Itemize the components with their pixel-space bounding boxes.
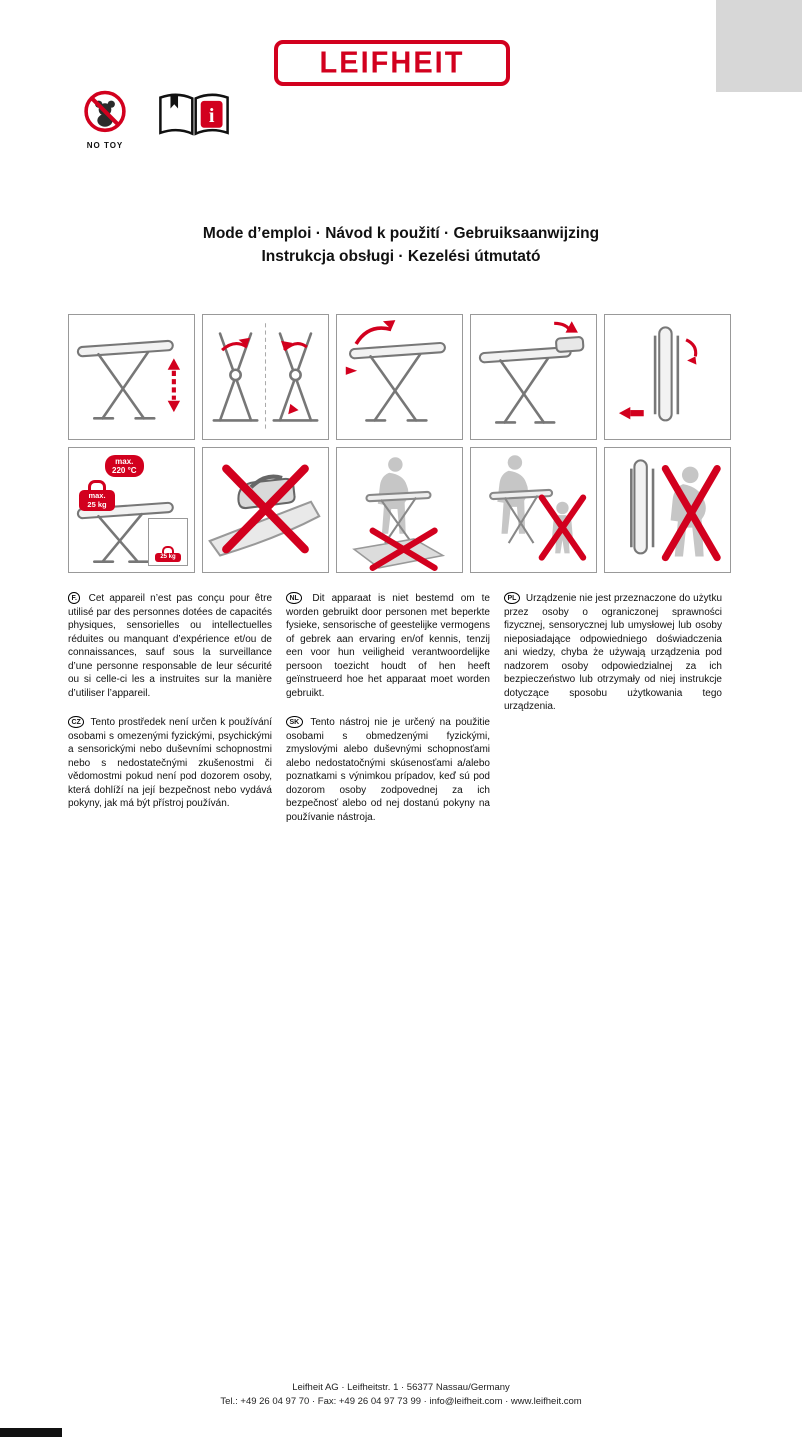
- leifheit-logo: [274, 40, 510, 86]
- page-title: [0, 222, 802, 269]
- lang-code-pl: PL: [504, 592, 520, 604]
- max-temp-value: 220 °C: [112, 466, 137, 476]
- max-weight-label: max.: [88, 491, 106, 500]
- footer-address: Leifheit AG · Leifheitstr. 1 · 56377 Nassau/Germany: [292, 1382, 510, 1393]
- title-line-2: Instrukcja obsługi · Kezelési útmutató: [261, 248, 541, 266]
- panel-iron-rest: [470, 314, 597, 440]
- paragraph-pl: [504, 592, 722, 714]
- panel-no-soft-floor: [336, 447, 463, 573]
- title-line-1: Mode d’emploi · Návod k použití · Gebruiksaanwijzing: [202, 225, 600, 242]
- set-up-illustration: [337, 315, 462, 439]
- no-toy-label: NO TOY: [86, 141, 124, 151]
- column-3: [504, 592, 722, 840]
- panel-max-load: [68, 447, 195, 573]
- paragraph-pl-text: Urządzenie nie jest przeznaczone do użytku przez osoby o ograniczonej sprawności fizycznej, sensorycznej lub umysłowej lub osoby nieposiadające odpowiedniego doświadczenia ani wiedzy, chyba że używają urządzenia pod nadzorem osoby odpowiedzialnej za ich bezpieczeństwo lub otrzymały od niej instrukcje dotyczące sposobu użytkowania tego urządzenia.: [504, 593, 723, 712]
- no-toy-icon: [78, 88, 132, 150]
- max-temp-label: max.: [115, 457, 134, 466]
- paragraph-sk: [286, 716, 490, 824]
- no-toy-symbol: [78, 88, 132, 138]
- panel-no-hot-iron: [202, 447, 329, 573]
- weight-inset-box: [148, 518, 188, 566]
- keep-children-away-illustration: [471, 448, 596, 572]
- paragraph-fr: [68, 592, 272, 700]
- no-soft-floor-illustration: [337, 448, 462, 572]
- iron-rest-illustration: [471, 315, 596, 439]
- paragraph-fr-text: Cet appareil n’est pas conçu pour être utilisé par des personnes dotées de capacités physiques, sensorielles ou intellectuelles réduites ou manquant d’expérience et/ou de connaissances, sauf sous la surveillance d’une personne responsable de leur sécurité ou si celle-ci les a instruites sur la manière d’utiliser l’appareil.: [68, 593, 273, 699]
- paragraph-cz: [68, 716, 272, 811]
- read-manual-icon: [152, 90, 236, 138]
- footer: [0, 1381, 802, 1410]
- panel-set-up-board: [336, 314, 463, 440]
- inset-weight-value: 25 kg: [155, 553, 181, 562]
- paragraph-nl: [286, 592, 490, 700]
- paragraph-cz-text: Tento prostředek není určen k používání osobami s omezenými fyzickými, psychickými a sensorickými nebo duševními schopnostmi nebo s nedostatečnými zkušenostmi či vědomostmi pokud není pod dozorem osoby, která dohlíží na její bezpečnost nebo vydává pokyny, jak má být přístroj používán.: [68, 717, 272, 809]
- instruction-panels: [68, 314, 731, 573]
- paragraph-sk-text: Tento nástroj nie je určený na použitie osobami s obmedzenými fyzickými, zmyslovými alebo duševnými schopnosťami alebo nedostatočnými skúsenosťami a/alebo poznatkami s výnimkou prípadov, keď sú pod dozorom osoby zodpovednej za ich bezpečnosť alebo od nej dostanú pokyny na používanie nástroja.: [286, 717, 490, 823]
- lang-code-fr: F.: [68, 592, 80, 604]
- column-2: [286, 592, 490, 840]
- lang-code-nl: NL: [286, 592, 302, 604]
- svg-text:i: i: [208, 104, 215, 127]
- lang-code-sk: SK: [286, 716, 303, 728]
- print-registration-bar: [0, 1428, 62, 1437]
- no-leaning-illustration: [605, 448, 730, 572]
- panel-lock-mechanism: [202, 314, 329, 440]
- paragraph-nl-text: Dit apparaat is niet bestemd om te worden gebruikt door personen met beperkte fysieke, sensorische of geestelijke vermogens of gebrek aan ervaring en/of kennis, tenzij een voor hun veiligheid verantwoordelijke persoon toezicht houdt of hen heeft geïnstrueerd hoe het apparaat moet worden gebruikt.: [286, 593, 490, 699]
- lock-mechanism-illustration: [203, 315, 328, 439]
- footer-contact: Tel.: +49 26 04 97 70 · Fax: +49 26 04 97 73 99 · info@leifheit.com · www.leifheit.com: [220, 1396, 582, 1408]
- max-temp-badge: [105, 455, 144, 477]
- panel-no-leaning: [604, 447, 731, 573]
- column-1: [68, 592, 272, 840]
- scan-shadow: [716, 0, 802, 92]
- max-weight-value: 25 kg: [87, 499, 107, 509]
- lang-code-cz: CZ: [68, 716, 84, 728]
- height-adjust-illustration: [69, 315, 194, 439]
- language-text-columns: [68, 592, 736, 840]
- leifheit-logo-text: LEIFHEIT: [319, 45, 465, 80]
- no-hot-iron-illustration: [203, 448, 328, 572]
- panel-height-adjust: [68, 314, 195, 440]
- panel-fold-board: [604, 314, 731, 440]
- weight-handle-icon: [88, 480, 106, 490]
- panel-keep-children-away: [470, 447, 597, 573]
- max-weight-badge: [79, 480, 115, 511]
- fold-board-illustration: [605, 315, 730, 439]
- weight-mini-icon: [155, 546, 181, 562]
